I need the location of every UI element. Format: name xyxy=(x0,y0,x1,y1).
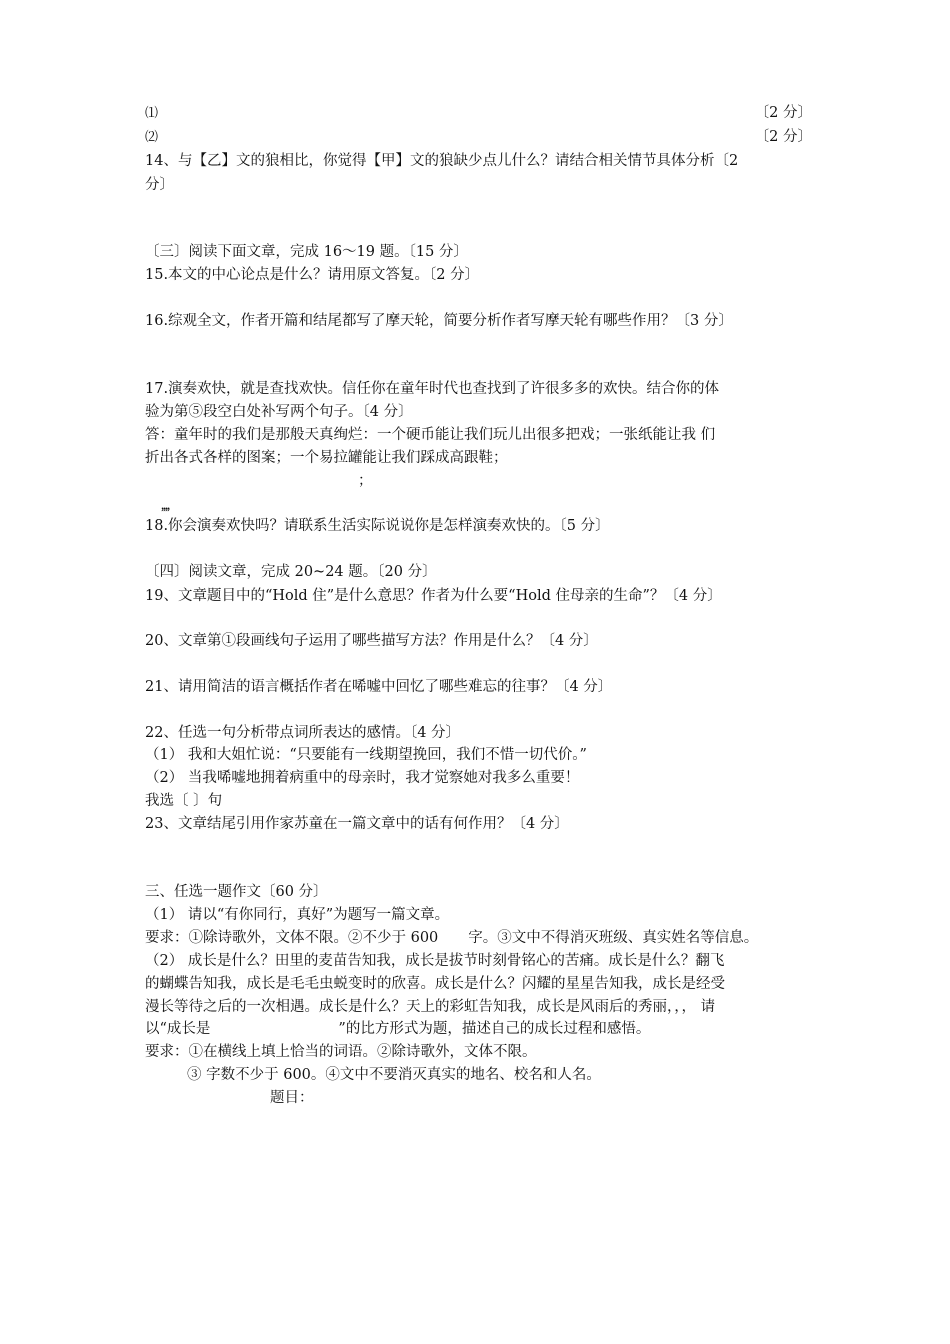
essay-title-label: 题目： xyxy=(270,1090,314,1106)
question-22-option-2: （2） 当我唏嘘地拥着病重中的母亲时，我才觉察她对我多么重要！ xyxy=(145,770,580,786)
answer-line-1: 答：童年时的我们是那般天真绚烂：一个硬币能让我们玩儿出很多把戏；一张纸能让我 们 xyxy=(145,427,716,443)
question-16: 16.综观全文，作者开篇和结尾都写了摩天轮，简要分析作者写摩天轮有哪些作用？〔3 分〕 xyxy=(145,313,733,329)
section-4-header: 〔四〕阅读文章，完成 20~24 题。〔20 分〕 xyxy=(145,564,437,580)
essay-option-2-line-3: 漫长等待之后的一次相遇。成长是什么？天上的彩虹告知我，成长是风雨后的秀丽，，， 请 xyxy=(145,999,716,1015)
essay-option-1: （1） 请以“有你同行，真好”为题写一篇文章。 xyxy=(145,907,450,923)
question-22: 22、任选一句分析带点词所表达的感情。〔4 分〕 xyxy=(145,725,461,741)
essay-requirement-1-b: 字。③文中不得消灭班级、真实姓名等信息。 xyxy=(468,930,759,946)
essay-requirement-1-a: 要求：①除诗歌外，文体不限。②不少于 600 xyxy=(145,930,439,946)
question-21: 21、请用简洁的语言概括作者在唏嘘中回忆了哪些难忘的往事？〔4 分〕 xyxy=(145,679,613,695)
question-19: 19、文章题目中的“Hold 住”是什么意思？作者为什么要“Hold 住母亲的生命”？〔4 分〕 xyxy=(145,588,722,604)
essay-requirement-2-line-1: 要求：①在横线上填上恰当的词语。②除诗歌外，文体不限。 xyxy=(145,1044,537,1060)
item-1-label: ⑴ xyxy=(145,106,159,121)
item-1-score: 〔2 分〕 xyxy=(754,105,812,121)
question-18: 18.你会演奏欢快吗？请联系生活实际说说你是怎样演奏欢快的。〔5 分〕 xyxy=(145,518,610,534)
essay-option-2-line-4-a: 以“成长是 xyxy=(145,1021,211,1037)
question-20: 20、文章第①段画线句子运用了哪些描写方法？作用是什么？〔4 分〕 xyxy=(145,633,598,649)
essay-option-2-line-4 xyxy=(145,1020,650,1039)
question-14-line-1: 14、与【乙】文的狼相比，你觉得【甲】文的狼缺少点儿什么？请结合相关情节具体分析〔2 xyxy=(145,153,739,169)
essay-header: 三、任选一题作文〔60 分〕 xyxy=(145,884,328,900)
question-22-option-1: （1） 我和大姐忙说：“只要能有一线期望挽回，我们不惜一切代价。” xyxy=(145,747,587,763)
question-23: 23、文章结尾引用作家苏童在一篇文章中的话有何作用？〔4 分〕 xyxy=(145,816,569,832)
answer-commas: ，，，， xyxy=(161,501,174,512)
essay-option-2-line-2: 的蝴蝶告知我，成长是毛毛虫蜕变时的欣喜。成长是什么？闪耀的星星告知我，成长是经受 xyxy=(145,976,725,992)
answer-line-2: 折出各式各样的图案；一个易拉罐能让我们踩成高跟鞋； xyxy=(145,450,508,466)
question-17-line-2: 验为第⑤段空白处补写两个句子。〔4 分〕 xyxy=(145,404,413,420)
question-14-line-2: 分〕 xyxy=(145,177,174,193)
essay-requirement-1 xyxy=(145,929,758,948)
item-2-label: ⑵ xyxy=(145,130,159,145)
item-2-score: 〔2 分〕 xyxy=(754,129,812,145)
essay-option-2-line-1: （2） 成长是什么？田里的麦苗告知我，成长是拔节时刻骨铭心的苦痛。成长是什么？翻飞 xyxy=(145,953,725,969)
section-3-header: 〔三〕阅读下面文章，完成 16～19 题。〔15 分〕 xyxy=(145,244,468,260)
question-17-line-1: 17.演奏欢快，就是查找欢快。信任你在童年时代也查找到了许很多多的欢快。结合你的体 xyxy=(145,381,720,397)
question-22-choice: 我选〔 〕句 xyxy=(145,793,223,809)
answer-semicolon: ； xyxy=(358,473,373,489)
question-15: 15.本文的中心论点是什么？请用原文答复。〔2 分〕 xyxy=(145,267,480,283)
essay-option-2-line-4-b: ”的比方形式为题，描述自己的成长过程和感悟。 xyxy=(338,1021,651,1037)
essay-requirement-2-line-2: ③ 字数不少于 600。④文中不要消灭真实的地名、校名和人名。 xyxy=(187,1067,601,1083)
